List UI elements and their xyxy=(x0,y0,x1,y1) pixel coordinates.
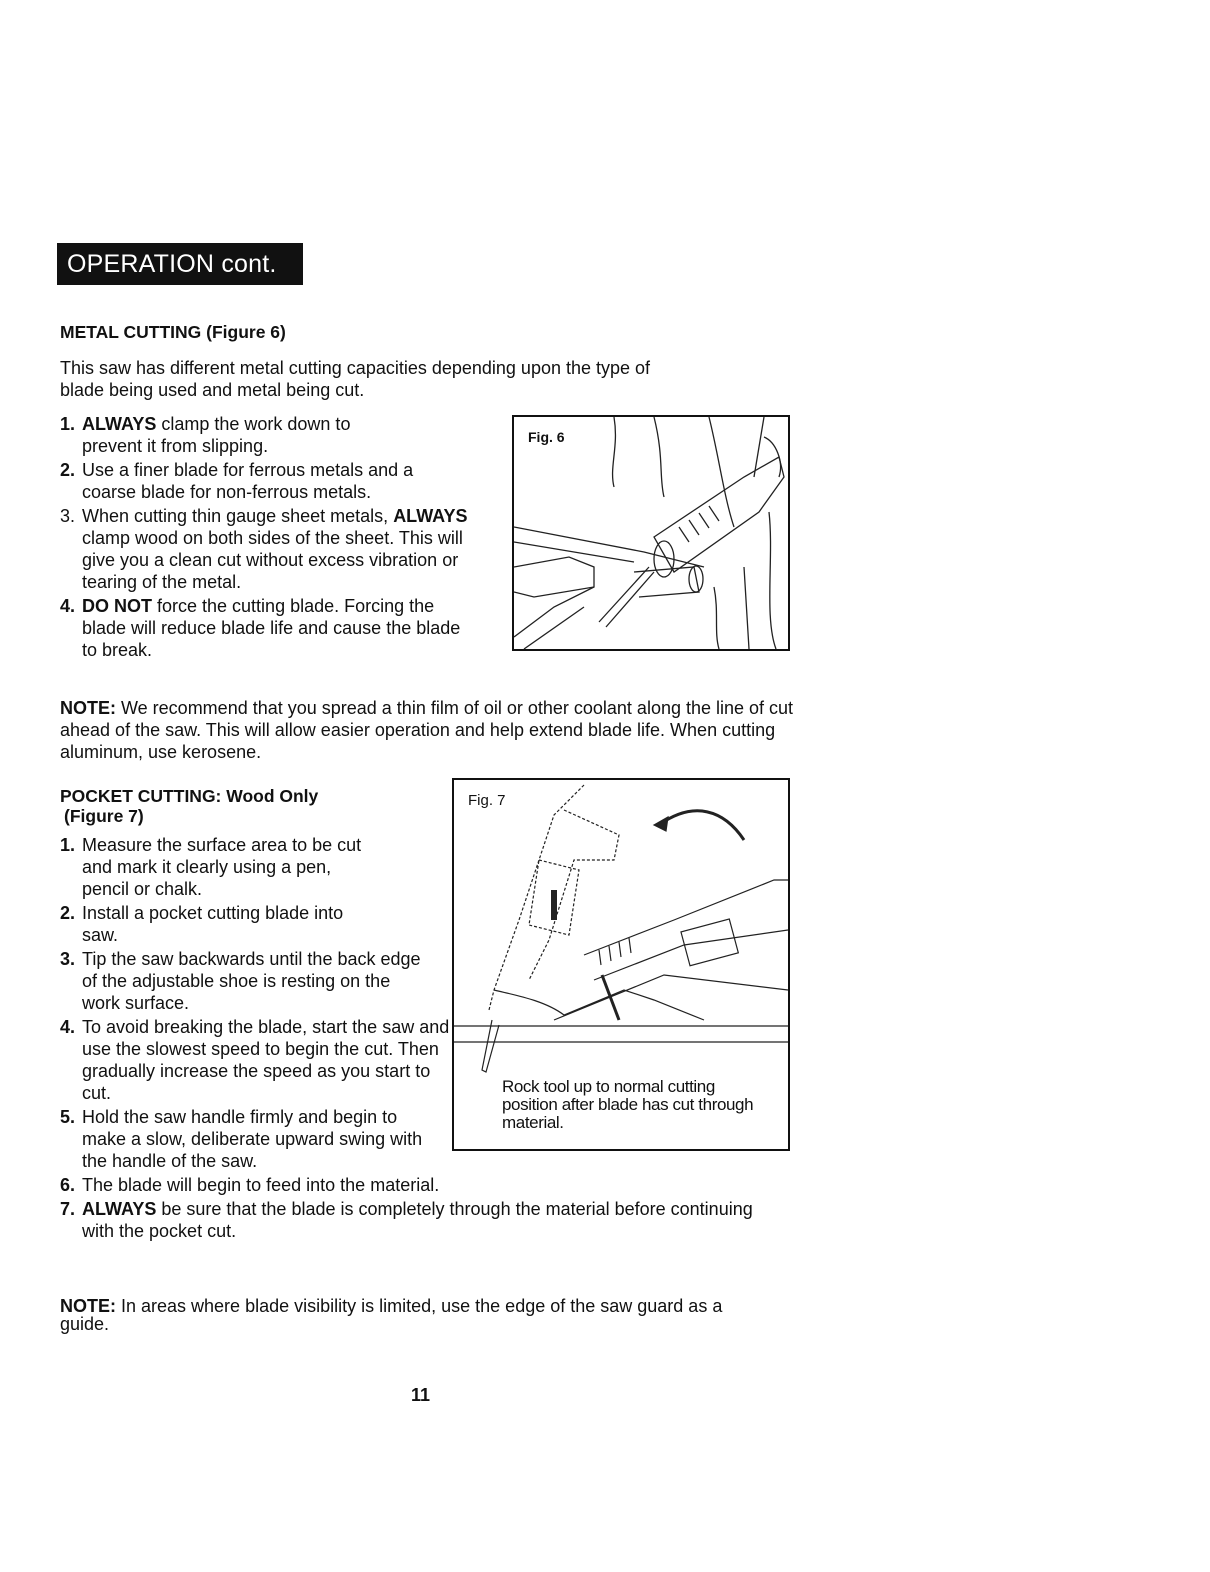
metal-cutting-steps xyxy=(60,413,480,663)
reciprocating-saw-metal-cutting-illustration xyxy=(514,417,788,649)
note-text: In areas where blade visibility is limited, use the edge of the saw guard as a guide. xyxy=(60,1296,723,1334)
list-item xyxy=(60,595,472,661)
pocket-cutting-steps xyxy=(60,834,780,1244)
item-number: 6. xyxy=(60,1175,76,1195)
list-item xyxy=(60,948,432,1014)
item-number: 3. xyxy=(60,506,76,526)
figure-7-label: Fig. 7 xyxy=(468,792,506,809)
item-text: The blade will begin to feed into the material. xyxy=(82,1175,440,1195)
item-text: To avoid breaking the blade, start the saw and use the slowest speed to begin the cut. Then gradually increase the speed as you start to cut. xyxy=(82,1017,450,1103)
heading-line: (Figure 7) xyxy=(64,806,144,826)
item-text: Tip the saw backwards until the back edge of the adjustable shoe is resting on the work surface. xyxy=(82,949,421,1013)
item-text: Measure the surface area to be cut and mark it clearly using a pen, pencil or chalk. xyxy=(82,835,362,899)
list-item xyxy=(60,459,472,503)
page-number: 11 xyxy=(411,1385,431,1405)
item-number: 7. xyxy=(60,1199,76,1219)
figure-6 xyxy=(512,415,790,651)
figure-6-label: Fig. 6 xyxy=(528,429,565,445)
item-text: force the cutting blade. Forcing the blade will reduce blade life and cause the blade to break. xyxy=(82,596,461,660)
list-item xyxy=(60,505,482,593)
item-number: 2. xyxy=(60,460,76,480)
list-item xyxy=(60,413,412,457)
metal-cutting-intro: This saw has different metal cutting capacities depending upon the type of blade being used and metal being cut. xyxy=(60,358,651,400)
list-item xyxy=(60,834,382,900)
note-label: NOTE: xyxy=(60,1296,116,1316)
metal-cutting-heading: METAL CUTTING (Figure 6) xyxy=(60,322,286,342)
item-number: 5. xyxy=(60,1107,76,1127)
list-item xyxy=(60,1174,780,1196)
item-number: 1. xyxy=(60,414,76,434)
item-text: When cutting thin gauge sheet metals, xyxy=(82,506,394,526)
item-number: 3. xyxy=(60,949,76,969)
item-number: 2. xyxy=(60,903,76,923)
item-number: 1. xyxy=(60,835,76,855)
note-label: NOTE: xyxy=(60,698,116,718)
section-header: OPERATION cont. xyxy=(57,243,303,285)
item-text: clamp wood on both sides of the sheet. This will give you a clean cut without excess vibration or tearing of the metal. xyxy=(82,528,463,592)
metal-cutting-note xyxy=(60,697,795,763)
list-item xyxy=(60,902,352,946)
list-item xyxy=(60,1198,782,1242)
item-text: clamp the work down to prevent it from slipping. xyxy=(82,414,351,456)
figure-7-caption: Rock tool up to normal cutting position after blade has cut through material. xyxy=(502,1077,754,1132)
item-text: Install a pocket cutting blade into saw. xyxy=(82,903,344,945)
emphasis: ALWAYS xyxy=(82,414,157,434)
emphasis: ALWAYS xyxy=(393,506,468,526)
item-number: 4. xyxy=(60,1017,76,1037)
emphasis: ALWAYS xyxy=(82,1199,157,1219)
item-text: Use a finer blade for ferrous metals and a coarse blade for non-ferrous metals. xyxy=(82,460,414,502)
pocket-cutting-heading xyxy=(60,786,318,826)
note-text: We recommend that you spread a thin film of oil or other coolant along the line of cut ahead of the saw. This will allow easier operation and help extend blade life. When cutting aluminum, use kerosene. xyxy=(60,698,794,762)
list-item xyxy=(60,1016,457,1104)
heading-line: POCKET CUTTING: Wood Only xyxy=(60,786,319,806)
pocket-cutting-note xyxy=(60,1297,740,1333)
item-number: 4. xyxy=(60,596,76,616)
list-item xyxy=(60,1106,444,1172)
emphasis: DO NOT xyxy=(82,596,152,616)
item-text: be sure that the blade is completely through the material before continuing with the pocket cut. xyxy=(82,1199,753,1241)
item-text: Hold the saw handle firmly and begin to make a slow, deliberate upward swing with the handle of the saw. xyxy=(82,1107,423,1171)
